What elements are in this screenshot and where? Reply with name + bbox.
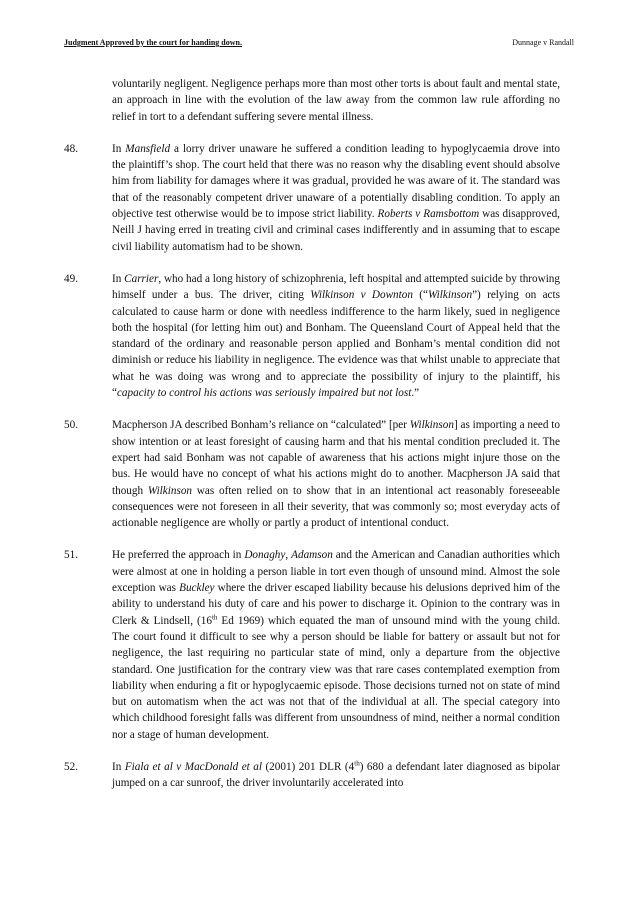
paragraph-50 [64,417,560,531]
paragraph-text: Macpherson JA described Bonham’s reliance on “calculated” [per Wilkinson] as importing a need to show intention or at least foresight of causing harm and that his mental condition precluded it. The expert had said Bonham was not capable of awareness that his actions might injure those on the bus. He would have no concept of what his actions might do to another. Macpherson JA said that though Wilkinson was often relied on to show that in an intentional act reasonably foreseeable consequences were not foreseen in all their severity, that was commonly so; most everyday acts of actionable negligence are wholly or partly a product of intentional conduct. [112,419,561,530]
paragraph-number: 48. [64,142,78,155]
continued-paragraph: voluntarily negligent. Negligence perhaps more than most other torts is about fault and mental state, an approach in line with the evolution of the law away from the common law rule affording no relief in tort to a defendant suffering severe mental illness. [112,78,561,123]
paragraph-52 [64,759,560,792]
header-case-name: Dunnage v Randall [512,38,574,47]
numbered-paragraphs [64,141,560,792]
header-title: Judgment Approved by the court for handing down. [64,38,242,47]
paragraph-51 [64,547,560,743]
judgment-body [64,76,560,808]
paragraph-number: 50. [64,419,78,432]
paragraph-number: 51. [64,549,78,562]
paragraph-text: In Mansfield a lorry driver unaware he suffered a condition leading to hypoglycaemia drove into the plaintiff’s shop. The court held that there was no reason why the disabling event should absolve him from liability for damages where it was gradual, provided he was aware of it. The standard was that of the reasonably competent driver unaware of a potentially disabling condition. To apply an objective test otherwise would be to impose strict liability. Roberts v Ramsbottom was disapproved, Neill J having erred in treating civil and criminal cases indifferently and in assuming that to escape civil liability automatism had to be shown. [112,142,560,253]
paragraph-number: 52. [64,760,78,773]
paragraph-text: He preferred the approach in Donaghy, Adamson and the American and Canadian authorities which were almost at one in holding a person liable in tort even though of unsound mind. Almost the sole exception was Buckley where the driver escaped liability because his delusions deprived him of the ability to understand his duty of care and his power to discharge it. Opinion to the contrary was in Clerk & Lindsell, (16th Ed 1969) which equated the man of unsound mind with the young child. The court found it difficult to see why a person should be liable for battery or assault but not for negligence, the last requiring no particular state of mind, only a departure from the objective standard. One justification for the contrary view was that rare cases contemplated exemption from liability when enduring a fit or hypoglycaemic episode. Those decisions turned not on state of mind but on automatism when the act was not that of the individual at all. The special category into which childhood foresight falls was different from unsoundness of mind, neither a normal condition nor a stage of human development. [112,549,561,741]
page-header [64,38,574,52]
paragraph-49 [64,271,560,401]
paragraph-text: In Fiala et al v MacDonald et al (2001) 201 DLR (4th) 680 a defendant later diagnosed as bipolar jumped on a car sunroof, the driver involuntarily accelerated into [112,759,560,790]
paragraph-48 [64,141,560,255]
paragraph-number: 49. [64,272,78,285]
paragraph-text: In Carrier, who had a long history of schizophrenia, left hospital and attempted suicide by throwing himself under a bus. The driver, citing Wilkinson v Downton (“Wilkinson”) relying on acts calculated to cause harm or done with needless indifference to the harm likely, sued in negligence both the hospital (for letting him out) and Bonham. The Queensland Court of Appeal held that the standard of the ordinary and reasonable person applied and Bonham’s mental condition did not diminish or reduce his liability in negligence. The evidence was that whilst unable to appreciate that what he was doing was wrong and to appreciate the possibility of injury to the plaintiff, his “capacity to control his actions was seriously impaired but not lost.” [112,272,560,400]
